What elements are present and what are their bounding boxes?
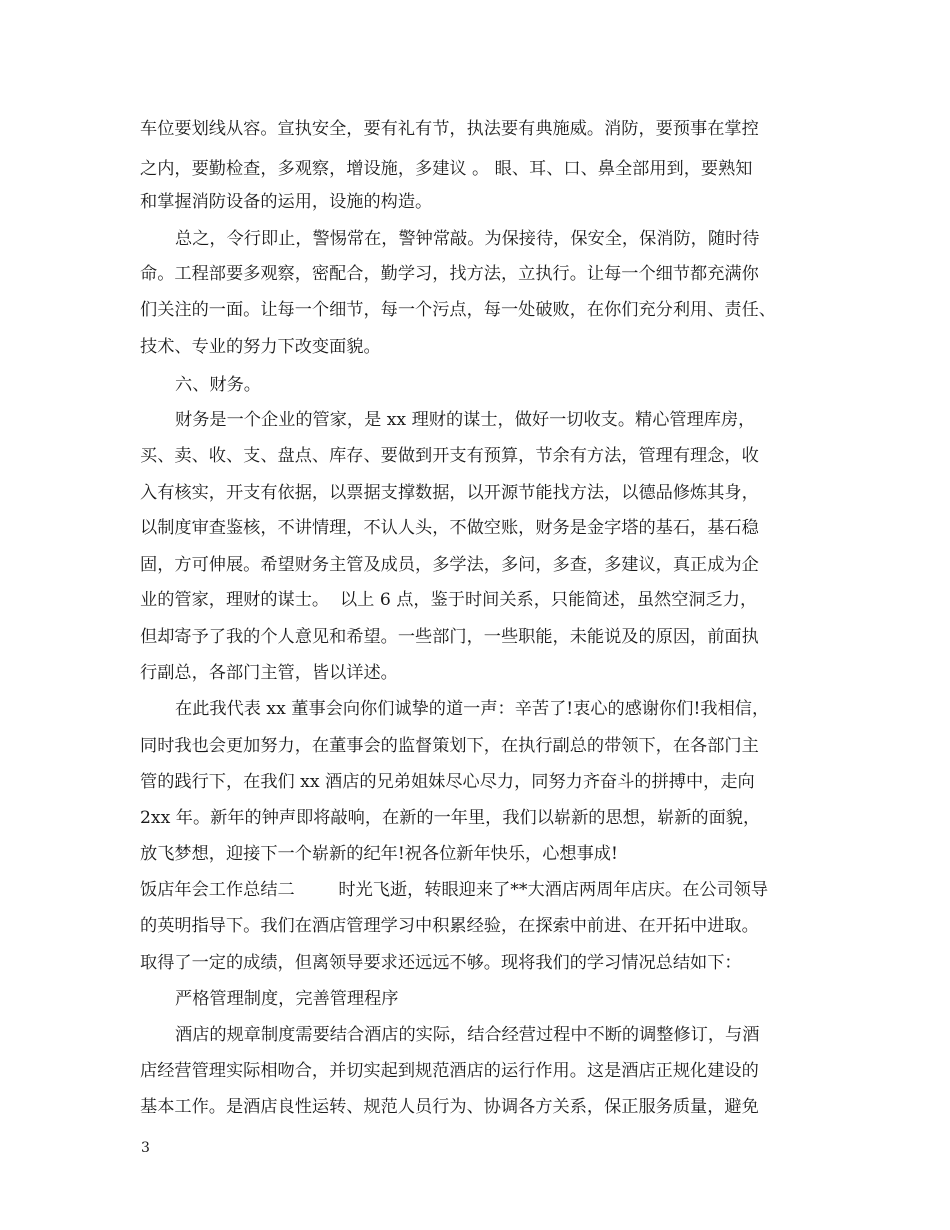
text-line: 行副总，各部门主管，皆以详述。: [140, 663, 398, 683]
text-line: 饭店年会工作总结二 时光飞逝，转眼迎来了**大酒店两周年店庆。在公司领导: [140, 880, 769, 900]
text-line: 在此我代表 xx 董事会向你们诚挚的道一声：辛苦了!衷心的感谢你们!我相信，: [175, 699, 770, 719]
text-line: 的英明指导下。我们在酒店管理学习中积累经验，在探索中前进、在开拓中进取。: [140, 916, 759, 936]
text-line: 车位要划线从容。宣执安全，要有礼有节，执法要有典施威。消防，要预事在掌控: [140, 119, 759, 139]
text-line: 2xx 年。新年的钟声即将敲响，在新的一年里，我们以崭新的思想，崭新的面貌，: [140, 808, 761, 828]
text-line: 技术、专业的努力下改变面貌。: [140, 337, 381, 357]
text-line: 们关注的一面。让每一个细节，每一个污点，每一处破败，在你们充分利用、责任、: [140, 300, 776, 320]
text-line: 酒店的规章制度需要结合酒店的实际，结合经营过程中不断的调整修订，与酒: [175, 1025, 760, 1045]
text-line: 命。工程部要多观察，密配合，勤学习，找方法，立执行。让每一个细节都充满你: [140, 264, 759, 284]
text-line: 店经营管理实际相吻合，并切实起到规范酒店的运行作用。这是酒店正规化建设的: [140, 1061, 759, 1081]
section-heading: 六、财务。: [175, 375, 261, 395]
text-line: 买、卖、收、支、盘点、库存、要做到开支有预算，节余有方法，管理有理念，收: [140, 446, 759, 466]
text-line: 入有核实，开支有依据，以票据支撑数据，以开源节能找方法，以德品修炼其身，: [140, 483, 759, 503]
text-line: 放飞梦想，迎接下一个崭新的纪年!祝各位新年快乐，心想事成!: [140, 844, 618, 864]
text-line: 固，方可伸展。希望财务主管及成员，多学法，多问，多查，多建议，真正成为企: [140, 555, 759, 575]
text-line: 业的管家，理财的谋士。 以上 6 点，鉴于时间关系，只能简述，虽然空洞乏力，: [140, 590, 758, 610]
text-line: 基本工作。是酒店良性运转、规范人员行为、协调各方关系，保正服务质量，避免: [140, 1097, 759, 1117]
section-heading: 严格管理制度，完善管理程序: [175, 989, 399, 1009]
text-line: 但却寄予了我的个人意见和希望。一些部门，一些职能，未能说及的原因，前面执: [140, 627, 759, 647]
text-line: 之内，要勤检查，多观察，增设施，多建议 。 眼、耳、口、鼻全部用到，要熟知: [140, 159, 753, 179]
text-line: 财务是一个企业的管家，是 xx 理财的谋士，做好一切收支。精心管理库房，: [175, 410, 756, 430]
text-line: 取得了一定的成绩，但离领导要求还远远不够。现将我们的学习情况总结如下：: [140, 953, 742, 973]
text-line: 和掌握消防设备的运用，设施的构造。: [140, 192, 433, 212]
text-line: 总之，令行即止，警惕常在，警钟常敲。为保接待，保安全，保消防，随时待: [175, 229, 760, 249]
page-number: 3: [141, 1140, 150, 1156]
text-line: 同时我也会更加努力，在董事会的监督策划下，在执行副总的带领下，在各部门主: [140, 736, 759, 756]
text-line: 以制度审查鉴核，不讲情理，不认人头，不做空账，财务是金字塔的基石，基石稳: [140, 518, 759, 538]
text-line: 管的践行下，在我们 xx 酒店的兄弟姐妹尽心尽力，同努力齐奋斗的拼搏中，走向: [140, 772, 755, 792]
